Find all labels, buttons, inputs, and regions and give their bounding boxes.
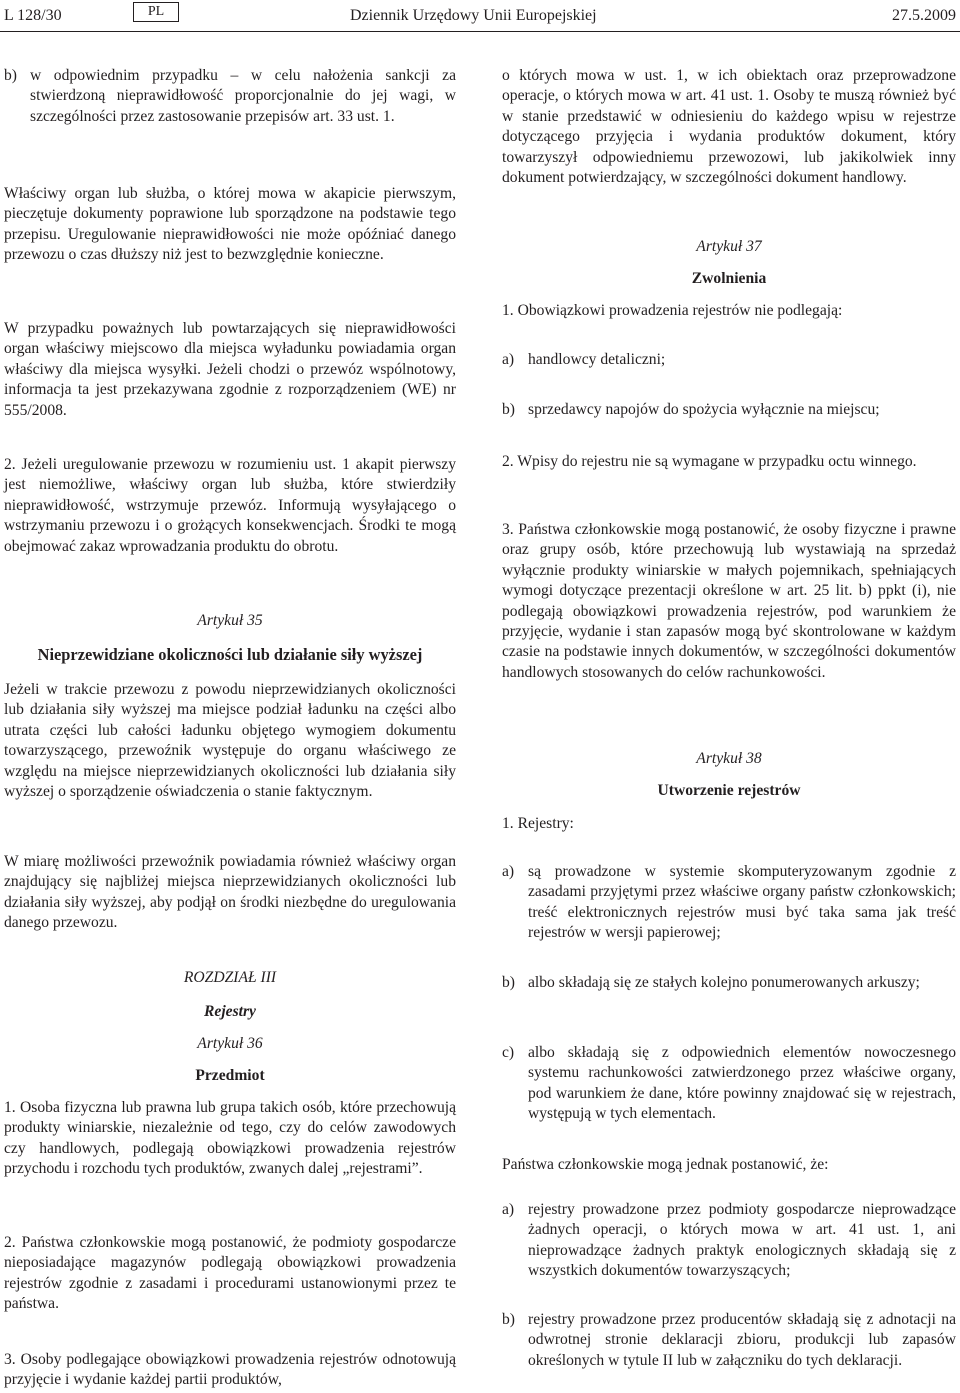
paragraph: 1. Obowiązkowi prowadzenia rejestrów nie podlegają: bbox=[502, 302, 843, 319]
list-item-b: b) w odpowiednim przypadku – w celu nałożenia sankcji za stwierdzoną nieprawidłowość proporcjonalnie do jej wagi, w szczególności przez zastosowanie przepisów art. 33 ust. 1. bbox=[4, 67, 456, 125]
article-37-label: Artykuł 37 bbox=[696, 238, 762, 255]
paragraph: 2. Wpisy do rejestru nie są wymagane w przypadku octu winnego. bbox=[502, 453, 917, 470]
paragraph: 3. Państwa członkowskie mogą postanowić, że osoby fizyczne i prawne oraz grupy osób, które przechowują lub wystawiają na sprzedaż wyłącznie produkty winiarskie w małych pojemnikach, spełniających wymogi dotyczące prezentacji określone w art. 25 lit. b) ppkt (i), nie podlegają obowiązkowi prowadzenia rejestrów, pod warunkiem że przyjęcie, wydanie i stan zapasów mogą być skontrolowane w każdym czasie na podstawie innych dokumentów, w szczególności dokumentów handlowych stosowanych do celów rachunkowości. bbox=[502, 521, 956, 681]
list-item-c: c) albo składają się z odpowiednich elementów nowoczesnego systemu rachunkowości zatwierdzonego przez właściwe organy, pod warunkiem że dane, które powinny znajdować się w rejestrach, występują w tych elementach. bbox=[502, 1044, 956, 1123]
language-badge: PL bbox=[133, 2, 179, 22]
publication-date: 27.5.2009 bbox=[892, 7, 956, 24]
paragraph: Właściwy organ lub służba, o której mowa w akapicie pierwszym, pieczętuje dokumenty poprawione lub sporządzone na podstawie tego przepisu. Uregulowanie nieprawidłowości nie może opóźniać danego przewozu o czas dłuższy niż jest to bezwzględnie konieczne. bbox=[4, 185, 456, 264]
chapter-title: Rejestry bbox=[204, 1003, 256, 1020]
page-reference: L 128/30 bbox=[4, 7, 62, 24]
paragraph: W przypadku poważnych lub powtarzających się nieprawidłowości organ właściwy miejscowo dla miejsca wyładunku powiadamia organ właściwy dla miejsca wysyłki. Jeżeli chodzi o przewóz wspólnotowy, informacja ta jest przekazywana zgodnie z rozporządzeniem (WE) nr 555/2008. bbox=[4, 320, 456, 419]
header-rule bbox=[0, 31, 960, 32]
paragraph: 1. Osoba fizyczna lub prawna lub grupa takich osób, które przechowują produkty winiarskie, niezależnie od tego, czy do celów zawodowych czy handlowych, podlegają obowiązkowi prowadzenia rejestrów przychodu i rozchodu tych produktów, zwanych dalej „rejestrami”. bbox=[4, 1099, 456, 1178]
list-item-a: a) handlowcy detaliczni; bbox=[502, 351, 666, 368]
article-35-title: Nieprzewidziane okoliczności lub działanie siły wyższej bbox=[37, 645, 423, 664]
list-item-a: a) rejestry prowadzone przez podmioty gospodarcze nieprowadzące żadnych operacji, o których mowa w art. 41 ust. 1, ani nieprowadzące żadnych praktyk enologicznych składają się z wszystkich dokumentów towarzyszących; bbox=[502, 1201, 956, 1280]
chapter-label: ROZDZIAŁ III bbox=[183, 969, 277, 986]
paragraph: o których mowa w ust. 1, w ich obiektach oraz przeprowadzone operacje, o których mowa w art. 41 ust. 1. Osoby te muszą również być w stanie przedstawić w odniesieniu do każdego wpisu w rejestrze dotyczącego przyjęcia i wydania produktów dokument, który towarzyszył odpowiedniemu przewozowi, lub jakikolwiek inny dokument potwierdzający, w szczególności dokument handlowy. bbox=[502, 67, 956, 187]
article-36-label: Artykuł 36 bbox=[197, 1035, 263, 1052]
list-item-b: b) sprzedawcy napojów do spożycia wyłącznie na miejscu; bbox=[502, 401, 880, 418]
paragraph: 2. Państwa członkowskie mogą postanowić, że podmioty gospodarcze nieposiadające magazynów podlegają obowiązkowi prowadzenia rejestrów zgodnie z zasadami i procedurami ustanowionymi przez te państwa. bbox=[4, 1234, 456, 1313]
list-item-b: b) rejestry prowadzone przez producentów składają się z adnotacji na odwrotnej stronie deklaracji zbioru, produkcji lub zapasów określonych w tytule II lub w załączniku do tych deklaracji. bbox=[502, 1311, 956, 1369]
paragraph: 3. Osoby podlegające obowiązkowi prowadzenia rejestrów odnotowują przyjęcie i wydanie każdej partii produktów, bbox=[4, 1351, 456, 1389]
article-38-title: Utworzenie rejestrów bbox=[657, 782, 801, 799]
paragraph: Państwa członkowskie mogą jednak postanowić, że: bbox=[502, 1156, 829, 1173]
article-37-title: Zwolnienia bbox=[691, 270, 767, 287]
paragraph: Jeżeli w trakcie przewozu z powodu nieprzewidzianych okoliczności lub działania siły wyższej ma miejsce podział ładunku na części albo utrata części lub całości ładunku objętego wymogiem dokumentu towarzyszącego, przewoźnik występuje do organu właściwego ze względu na miejsce nieprzewidzianych okoliczności lub działania siły wyższej o sporządzenie oświadczenia o stanie faktycznym. bbox=[4, 681, 456, 801]
list-item-a: a) są prowadzone w systemie skomputeryzowanym zgodnie z zasadami przyjętymi przez właściwe organy państw członkowskich; treść elektronicznych rejestrów musi być taka sama jak treść rejestrów w wersji papierowej; bbox=[502, 863, 956, 942]
article-38-label: Artykuł 38 bbox=[696, 750, 762, 767]
paragraph: 2. Jeżeli uregulowanie przewozu w rozumieniu ust. 1 akapit pierwszy jest niemożliwe, właściwy organ lub służba, które stwierdziły nieprawidłowość, wstrzymuje przewóz. Informują wysyłającego o wstrzymaniu przewozu i o grożących konsekwencjach. Środki te mogą obejmować zakaz wprowadzania produktu do obrotu. bbox=[4, 456, 456, 555]
article-36-title: Przedmiot bbox=[195, 1067, 265, 1084]
article-35-label: Artykuł 35 bbox=[197, 612, 263, 629]
list-item-b: b) albo składają się ze stałych kolejno ponumerowanych arkuszy; bbox=[502, 974, 920, 991]
paragraph: W miarę możliwości przewoźnik powiadamia również właściwy organ znajdujący się najbliżej miejsca nieprzewidzianych okoliczności lub działania siły wyższej, aby podjął on środki niezbędne do uregulowania danego przewozu. bbox=[4, 853, 456, 932]
paragraph: 1. Rejestry: bbox=[502, 815, 574, 832]
journal-title: Dziennik Urzędowy Unii Europejskiej bbox=[350, 7, 597, 24]
